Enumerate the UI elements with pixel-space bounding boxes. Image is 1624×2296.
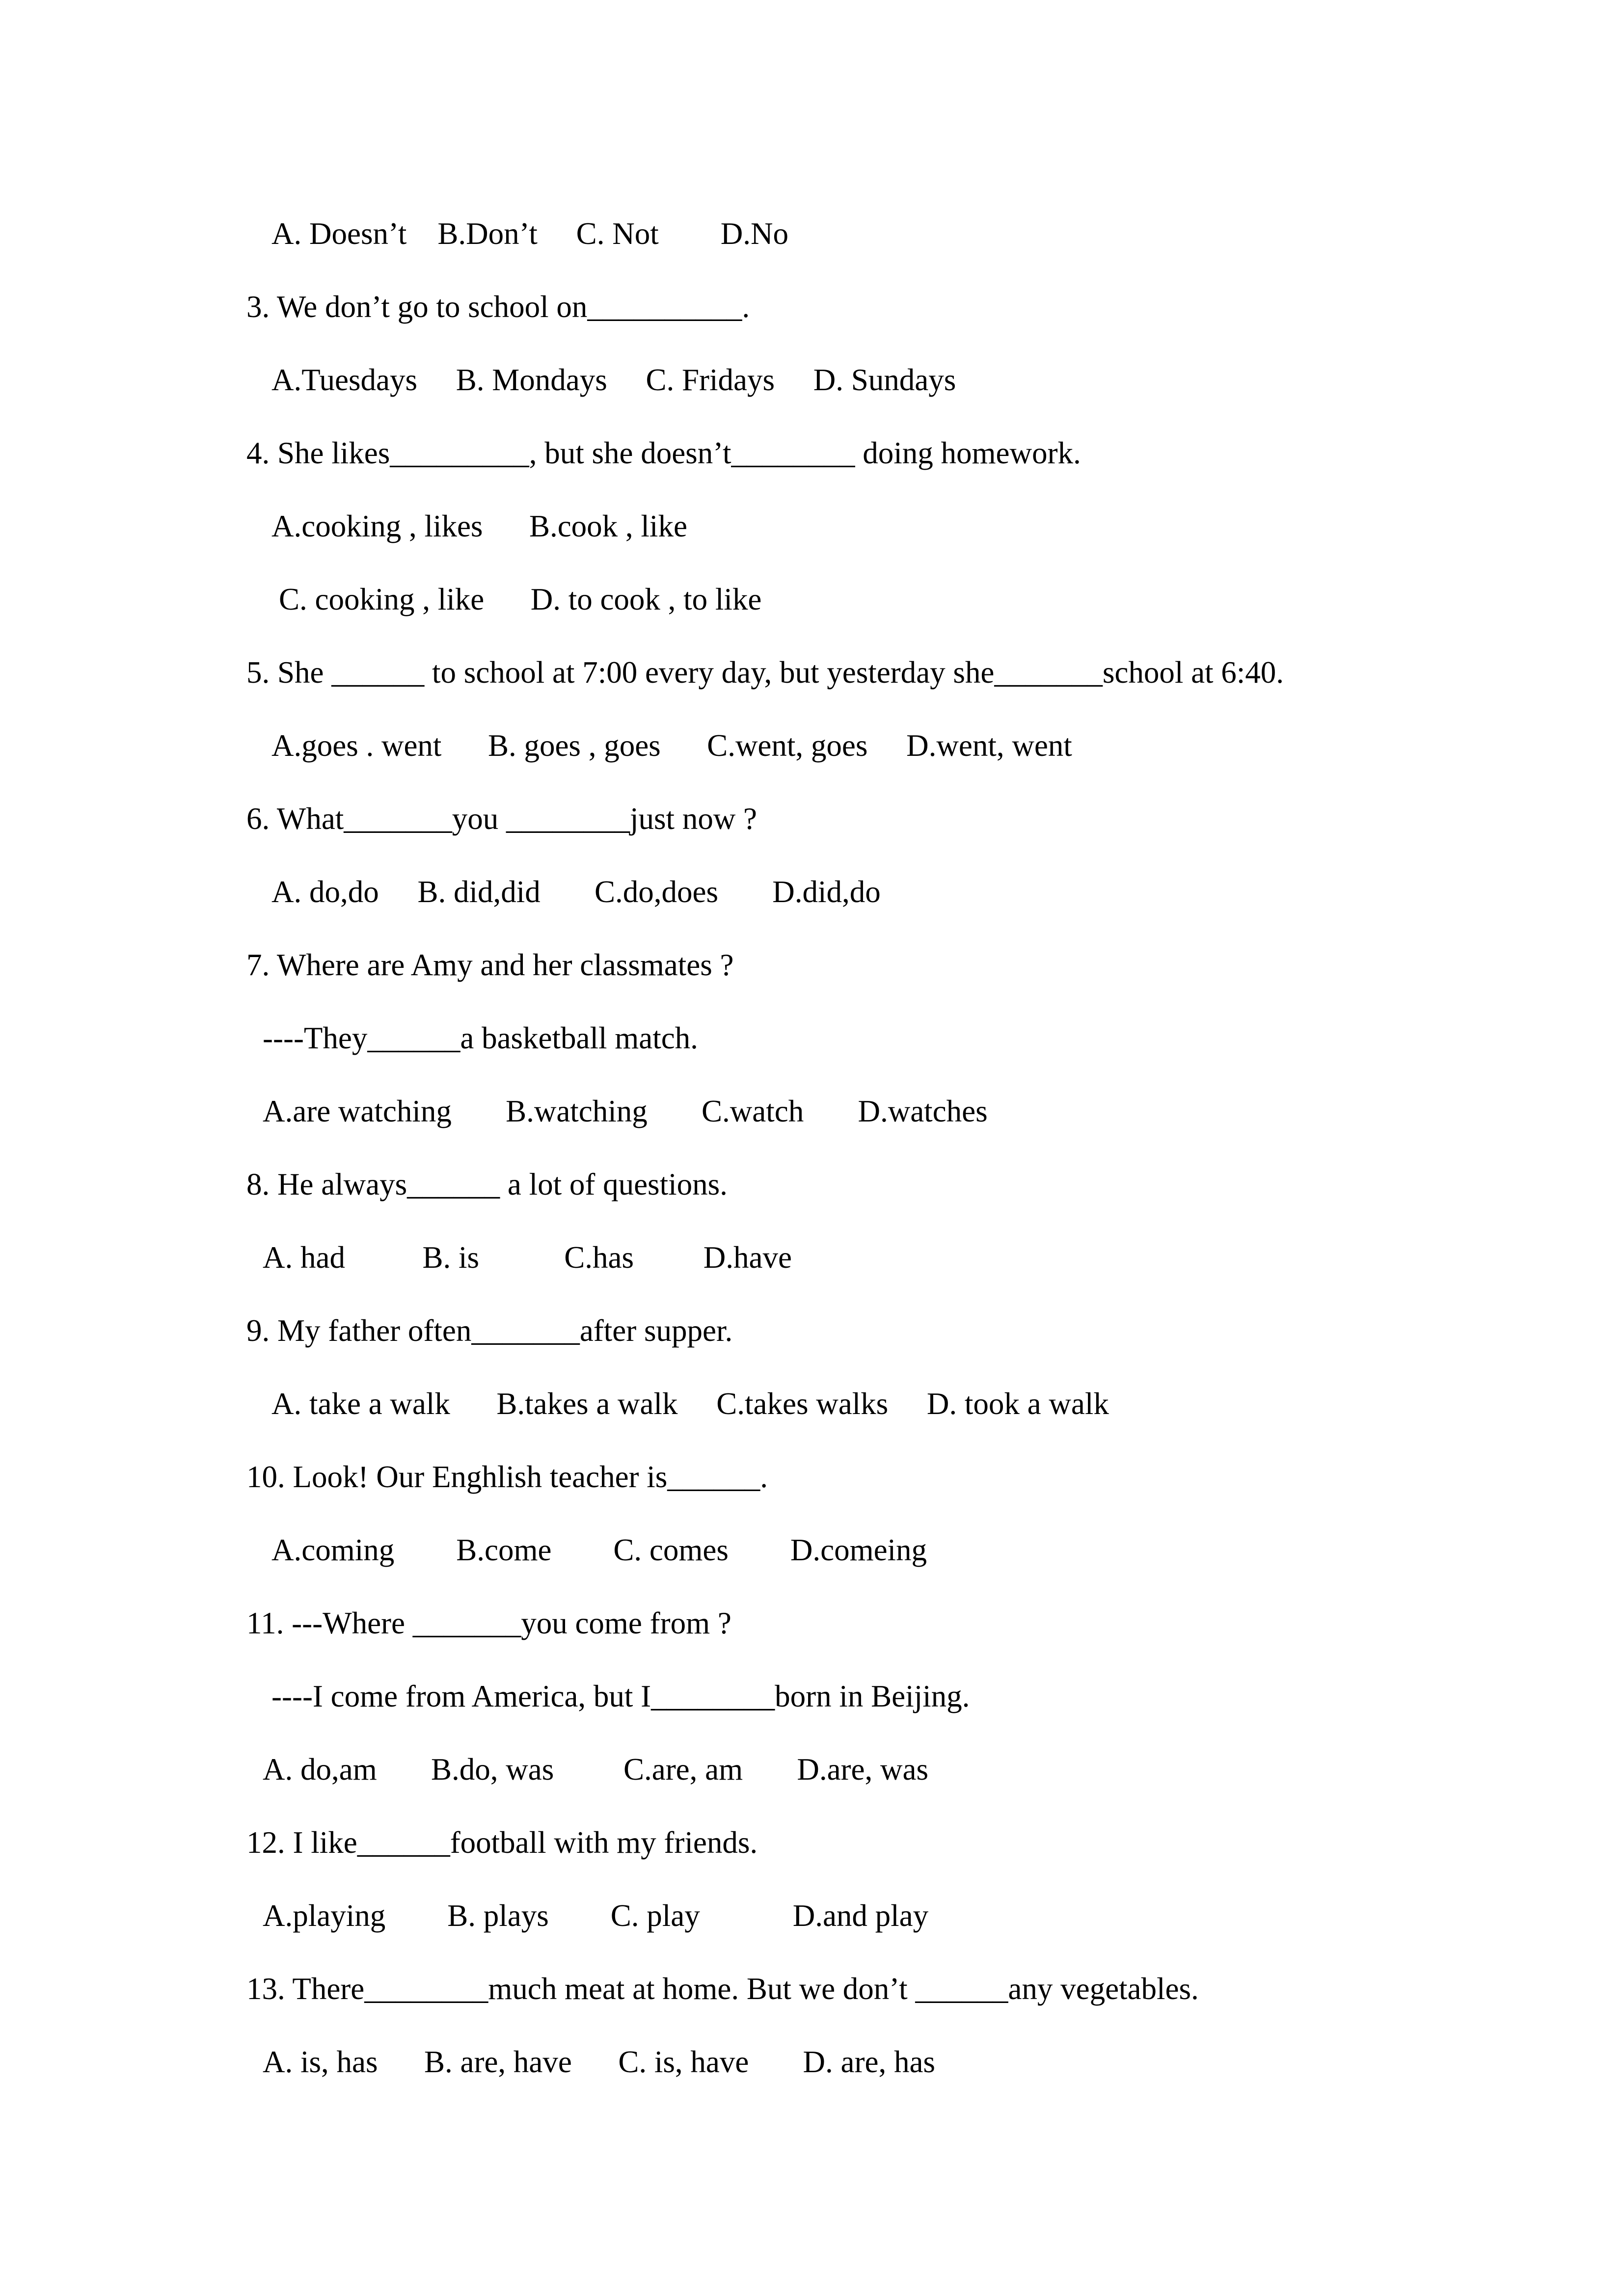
answer-options-q12: A.playing B. plays C. play D.and play — [263, 1898, 929, 1933]
answer-options-q8: A. had B. is C.has D.have — [263, 1240, 792, 1275]
answer-options-q9: A. take a walk B.takes a walk C.takes walks D. took a walk — [271, 1387, 1109, 1421]
question-12: 12. I like______football with my friends. — [246, 1825, 758, 1860]
question-5: 5. She ______ to school at 7:00 every day, but yesterday she_______school at 6:40. — [246, 655, 1284, 690]
question-10: 10. Look! Our Enghlish teacher is______. — [246, 1460, 768, 1494]
question-3: 3. We don’t go to school on__________. — [246, 290, 750, 324]
answer-options-q3: A.Tuesdays B. Mondays C. Fridays D. Sundays — [271, 363, 956, 397]
answer-options-q6: A. do,do B. did,did C.do,does D.did,do — [271, 875, 881, 909]
answer-options-q4-a-b: A.cooking , likes B.cook , like — [271, 509, 687, 543]
answer-options-q11: A. do,am B.do, was C.are, am D.are, was — [263, 1752, 928, 1787]
question-13: 13. There________much meat at home. But we don’t ______any vegetables. — [246, 1972, 1199, 2006]
question-8: 8. He always______ a lot of questions. — [246, 1167, 728, 1201]
question-7-reply: ----They______a basketball match. — [263, 1021, 698, 1055]
question-9: 9. My father often_______after supper. — [246, 1313, 733, 1348]
answer-options-q13: A. is, has B. are, have C. is, have D. are, has — [263, 2045, 935, 2079]
question-7: 7. Where are Amy and her classmates ? — [246, 948, 734, 982]
question-4: 4. She likes_________, but she doesn’t________ doing homework. — [246, 436, 1081, 470]
question-11: 11. ---Where _______you come from ? — [246, 1606, 731, 1640]
question-11-reply: ----I come from America, but I________born in Beijing. — [271, 1679, 970, 1713]
question-6: 6. What_______you ________just now ? — [246, 801, 758, 836]
answer-options-q10: A.coming B.come C. comes D.comeing — [271, 1533, 927, 1567]
answer-options-q4-c-d: C. cooking , like D. to cook , to like — [279, 582, 762, 616]
answer-options-q2: A. Doesn’t B.Don’t C. Not D.No — [271, 216, 788, 251]
answer-options-q7: A.are watching B.watching C.watch D.watches — [263, 1094, 988, 1128]
answer-options-q5: A.goes . went B. goes , goes C.went, goes D.went, went — [271, 728, 1072, 763]
